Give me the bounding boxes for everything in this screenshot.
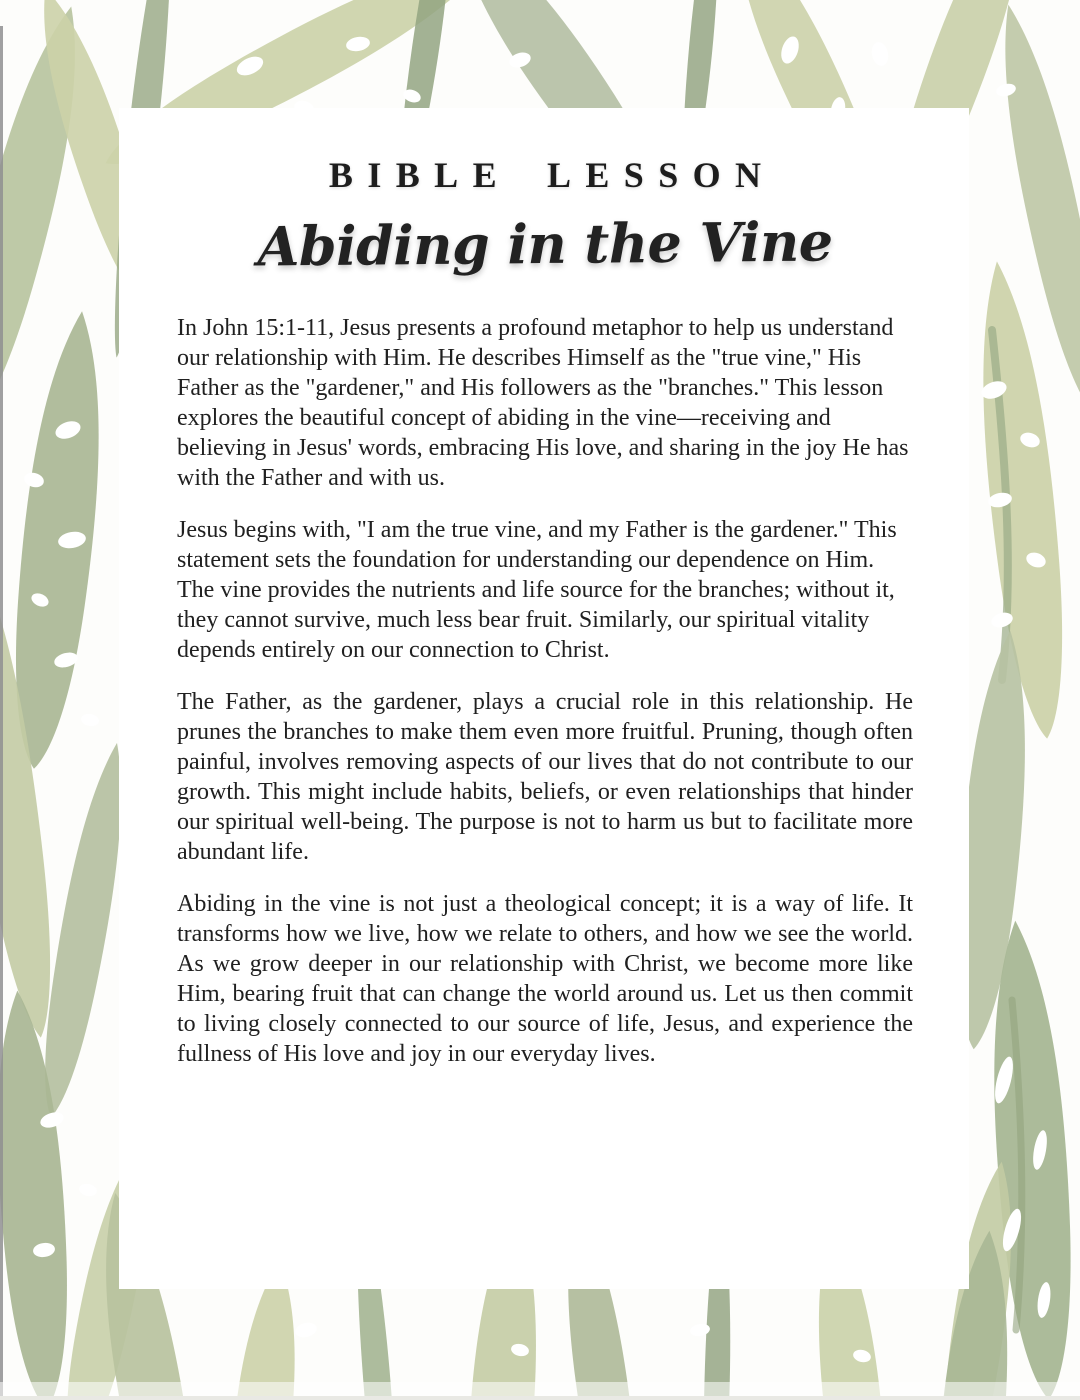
lesson-body <box>177 313 913 1069</box>
lesson-kicker: BIBLE LESSON <box>328 155 776 195</box>
paragraph-way-of-life: Abiding in the vine is not just a theological concept; it is a way of life. It transforms how we live, how we relate to others, and how we see the world. As we grow deeper in our relationship with Christ, we become more like Him, bearing fruit that can change the world around us. Let us then commit to living closely connected to our source of life, Jesus, and experience the fullness of His love and joy in our everyday lives. <box>177 891 913 1068</box>
bottom-fade-strip <box>0 1382 1080 1396</box>
bottom-edge-line <box>0 1396 1080 1400</box>
paragraph-true-vine: Jesus begins with, "I am the true vine, and my Father is the gardener." This statement sets the foundation for understanding our dependence on Him. The vine provides the nutrients and life source for the branches; without it, they cannot survive, much less bear fruit. Similarly, our spiritual vitality depends entirely on our connection to Christ. <box>177 517 897 664</box>
lesson-card <box>119 108 969 1289</box>
paragraph-intro: In John 15:1-11, Jesus presents a profound metaphor to help us understand our relationship with Him. He describes Himself as the "true vine," His Father as the "gardener," and His followers as the "branches." This lesson explores the beautiful concept of abiding in the vine—receiving and believing in Jesus' words, embracing His love, and sharing in the joy He has with the Father and with us. <box>177 315 909 492</box>
paragraph-gardener: The Father, as the gardener, plays a crucial role in this relationship. He prunes the branches to make them even more fruitful. Pruning, though often painful, involves removing aspects of our lives that do not contribute to our growth. This might include habits, beliefs, or even relationships that hinder our spiritual well-being. The purpose is not to harm us but to facilitate more abundant life. <box>177 689 913 866</box>
page-title: Abiding in the Vine <box>257 209 833 279</box>
left-edge-strip <box>0 26 3 1400</box>
